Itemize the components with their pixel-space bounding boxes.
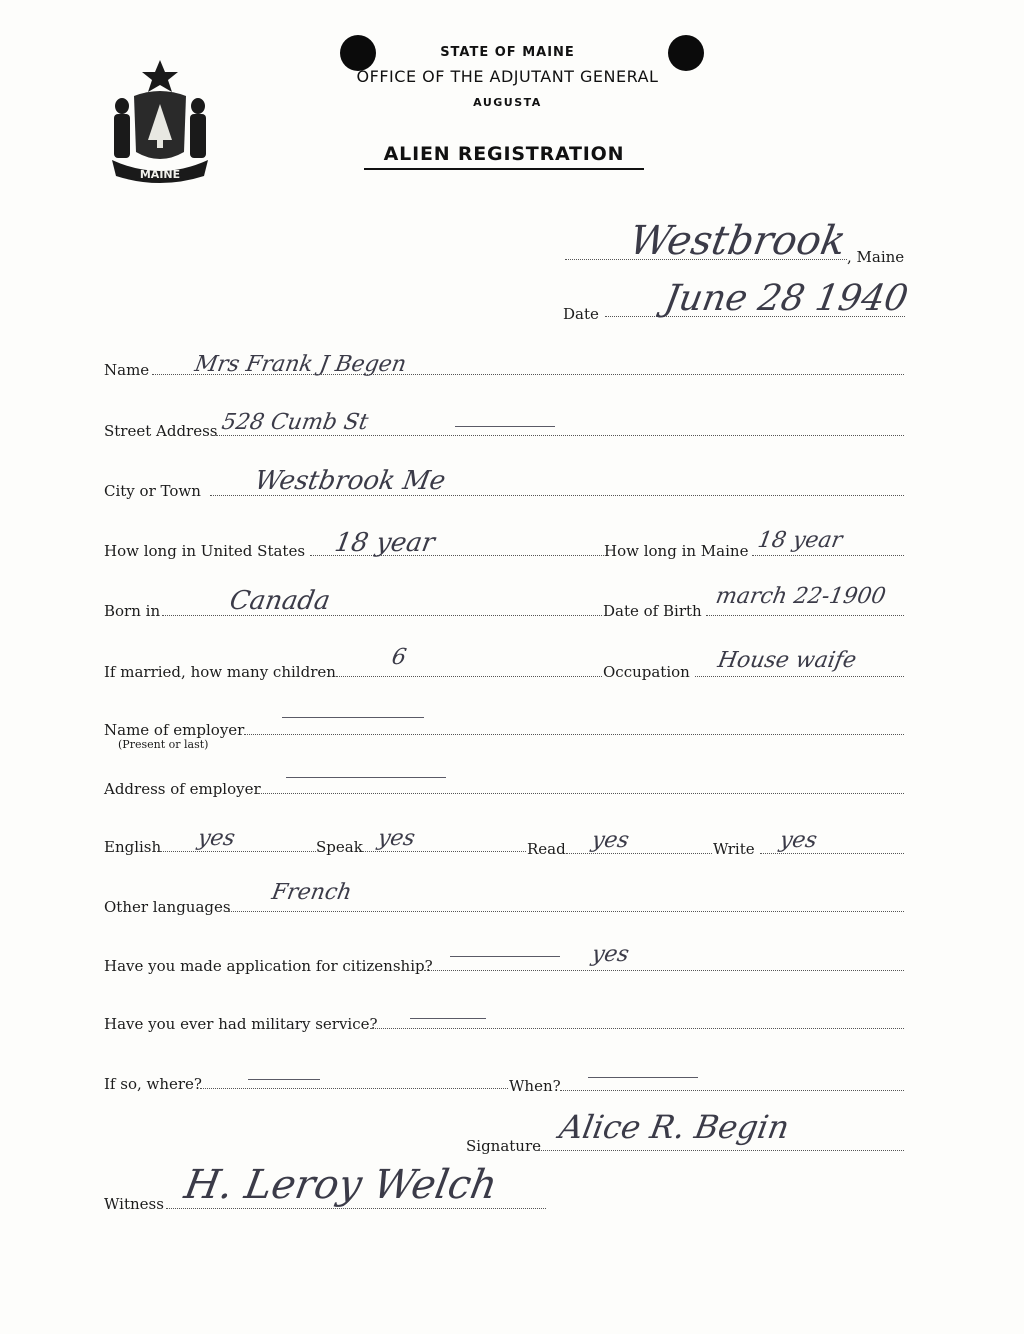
- speak-line: [362, 851, 526, 852]
- children-label: If married, how many children: [104, 663, 336, 681]
- maine-residence-label: How long in Maine: [604, 542, 749, 560]
- english-label: English: [104, 838, 162, 856]
- street-label: Street Address: [104, 422, 218, 440]
- write-line: [760, 853, 904, 854]
- read-value: yes: [589, 828, 631, 853]
- form-title: ALIEN REGISTRATION: [383, 143, 625, 165]
- birthplace-value: Canada: [227, 586, 333, 616]
- speak-label: Speak: [316, 838, 363, 856]
- employer-line: [244, 734, 904, 735]
- maine-residence-line: [752, 555, 904, 556]
- signature-label: Signature: [466, 1137, 542, 1155]
- employer-address-line: [258, 793, 904, 794]
- employer-address-dash: [286, 777, 446, 778]
- header-state: STATE OF MAINE: [440, 45, 575, 60]
- where-line: [200, 1088, 508, 1089]
- other-languages-value: French: [269, 880, 354, 905]
- signature-line: [538, 1150, 904, 1151]
- street-line: [216, 435, 904, 436]
- children-value: 6: [389, 645, 409, 670]
- citizenship-line: [424, 970, 904, 971]
- employer-sublabel: (Present or last): [118, 738, 209, 751]
- english-line: [160, 851, 316, 852]
- date-value: June 28 1940: [661, 278, 912, 319]
- street-value: 528 Cumb St: [219, 410, 371, 435]
- when-label: When?: [509, 1077, 561, 1095]
- witness-label: Witness: [104, 1195, 164, 1213]
- us-residence-value: 18 year: [332, 528, 438, 558]
- header-office: OFFICE OF THE ADJUTANT GENERAL: [356, 67, 659, 86]
- state-seal-icon: [104, 56, 216, 184]
- military-dash: [410, 1018, 486, 1019]
- birthdate-line: [706, 615, 904, 616]
- military-line: [370, 1028, 904, 1029]
- children-line: [336, 676, 602, 677]
- citizenship-dash: [450, 956, 560, 957]
- city-label: City or Town: [104, 482, 201, 500]
- header-city: AUGUSTA: [473, 96, 542, 109]
- city-value: Westbrook Me: [252, 466, 448, 496]
- other-languages-label: Other languages: [104, 898, 231, 916]
- signature-value: Alice R. Begin: [556, 1108, 793, 1146]
- witness-line: [166, 1208, 546, 1209]
- birthdate-value: march 22-1900: [713, 584, 888, 609]
- employer-dash: [282, 717, 424, 718]
- occupation-value: House waife: [715, 648, 859, 673]
- occupation-line: [695, 676, 904, 677]
- witness-value: H. Leroy Welch: [180, 1162, 501, 1208]
- military-label: Have you ever had military service?: [104, 1015, 378, 1033]
- citizenship-label: Have you made application for citizenship?: [104, 957, 433, 975]
- where-dash: [248, 1079, 320, 1080]
- employer-address-label: Address of employer: [104, 780, 261, 798]
- when-line: [560, 1090, 904, 1091]
- other-languages-line: [228, 911, 904, 912]
- title-underline: [364, 168, 644, 170]
- us-residence-label: How long in United States: [104, 542, 306, 560]
- write-value: yes: [777, 828, 819, 853]
- seal-text: MAINE: [139, 168, 181, 181]
- citizenship-value: yes: [589, 942, 631, 967]
- name-value: Mrs Frank J Begen: [192, 352, 409, 377]
- when-dash: [588, 1077, 698, 1078]
- date-label: Date: [563, 305, 599, 323]
- name-label: Name: [104, 361, 150, 379]
- place-suffix-label: , Maine: [847, 248, 905, 266]
- employer-label: Name of employer: [104, 721, 245, 739]
- speak-value: yes: [375, 826, 417, 851]
- where-label: If so, where?: [104, 1075, 202, 1093]
- english-value: yes: [195, 826, 237, 851]
- read-line: [566, 853, 712, 854]
- place-value: Westbrook: [625, 218, 850, 264]
- birthplace-label: Born in: [104, 602, 161, 620]
- maine-residence-value: 18 year: [755, 528, 845, 553]
- read-label: Read: [527, 840, 566, 858]
- write-label: Write: [713, 840, 755, 858]
- street-dash: [455, 426, 555, 427]
- occupation-label: Occupation: [603, 663, 690, 681]
- birthdate-label: Date of Birth: [603, 602, 702, 620]
